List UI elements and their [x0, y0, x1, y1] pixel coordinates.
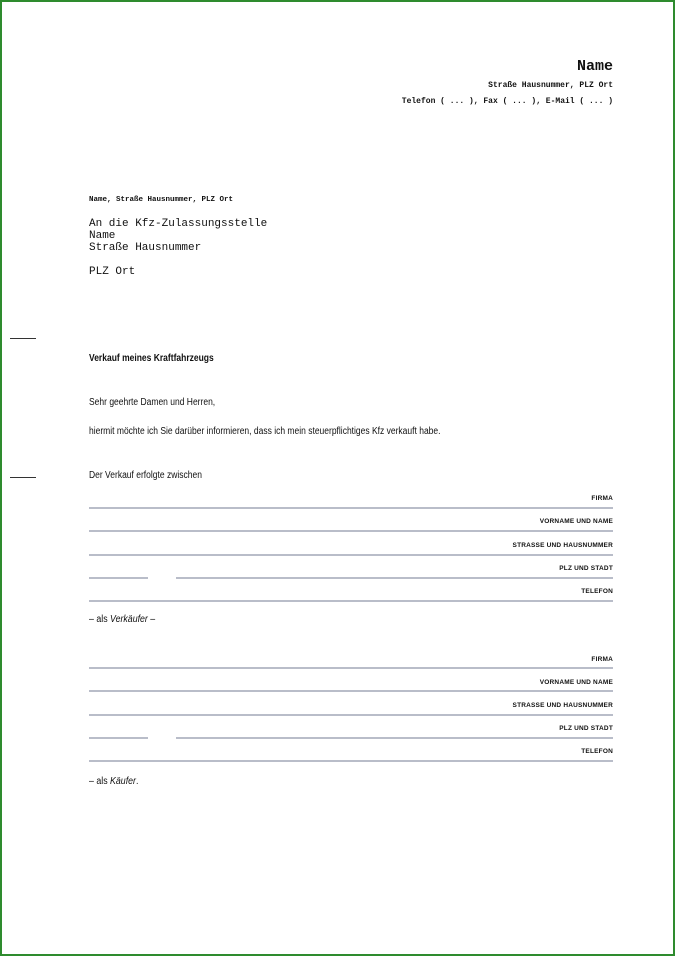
- field-label-city: PLZ UND STADT: [559, 725, 613, 732]
- city-field[interactable]: [176, 737, 613, 739]
- street-field[interactable]: [89, 554, 613, 556]
- body-text: hiermit möchte ich Sie darüber informieren, dass ich mein steuerpflichtiges Kfz verkauft habe.: [89, 426, 441, 437]
- recipient-line: An die Kfz-Zulassungsstelle: [89, 218, 268, 230]
- recipient-line: Straße Hausnummer: [89, 242, 202, 254]
- fold-mark: [10, 338, 36, 339]
- buyer-form: [89, 650, 613, 765]
- buyer-role: – als Käufer.: [89, 776, 139, 787]
- firma-field[interactable]: [89, 507, 613, 509]
- recipient-line: Name: [89, 230, 116, 242]
- sender-contact: Telefon ( ... ), Fax ( ... ), E-Mail ( ... ): [401, 97, 613, 106]
- return-address: Name, Straße Hausnummer, PLZ Ort: [89, 196, 234, 204]
- name-field[interactable]: [89, 530, 613, 532]
- field-label-phone: TELEFON: [581, 588, 613, 595]
- seller-form: [89, 490, 613, 605]
- field-label-street: STRASSE UND HAUSNUMMER: [512, 542, 613, 549]
- plz-field[interactable]: [89, 737, 148, 739]
- street-field[interactable]: [89, 714, 613, 716]
- sender-address: Straße Hausnummer, PLZ Ort: [488, 81, 613, 90]
- city-field[interactable]: [176, 577, 613, 579]
- seller-role: – als Verkäufer –: [89, 614, 156, 625]
- phone-field[interactable]: [89, 600, 613, 602]
- subject-line: Verkauf meines Kraftfahrzeugs: [89, 353, 214, 364]
- field-label-city: PLZ UND STADT: [559, 565, 613, 572]
- field-label-firma: FIRMA: [591, 495, 613, 502]
- intro-text: Der Verkauf erfolgte zwischen: [89, 470, 202, 481]
- field-label-name: VORNAME UND NAME: [539, 518, 613, 525]
- firma-field[interactable]: [89, 667, 613, 669]
- name-field[interactable]: [89, 690, 613, 692]
- recipient-line: PLZ Ort: [89, 266, 136, 278]
- fold-mark: [10, 477, 36, 478]
- phone-field[interactable]: [89, 760, 613, 762]
- plz-field[interactable]: [89, 577, 148, 579]
- sender-name: Name: [576, 58, 613, 75]
- field-label-phone: TELEFON: [581, 748, 613, 755]
- field-label-firma: FIRMA: [591, 656, 613, 663]
- field-label-street: STRASSE UND HAUSNUMMER: [512, 702, 613, 709]
- salutation: Sehr geehrte Damen und Herren,: [89, 397, 216, 408]
- field-label-name: VORNAME UND NAME: [539, 679, 613, 686]
- recipient-address: [89, 218, 267, 278]
